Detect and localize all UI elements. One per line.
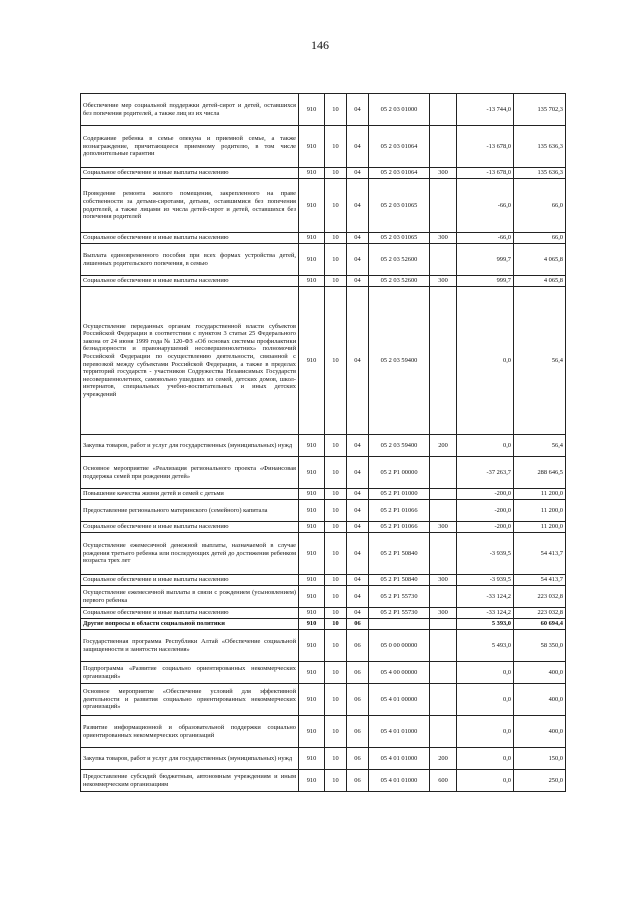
ministry-code-cell: 910 [299,179,325,233]
table-row [81,179,566,233]
expense-type-cell: 300 [430,522,457,533]
section-code-cell: 10 [325,500,347,522]
change-amount-cell: 0,0 [457,770,514,792]
ministry-code-cell: 910 [299,748,325,770]
subsection-code-cell: 04 [347,586,369,608]
target-article-cell: 05 2 P1 00000 [369,457,430,489]
ministry-code-cell: 910 [299,586,325,608]
ministry-code-cell: 910 [299,94,325,126]
expense-type-cell: 300 [430,276,457,287]
ministry-code-cell: 910 [299,126,325,168]
change-amount-cell: 5 493,0 [457,630,514,662]
subsection-code-cell: 06 [347,748,369,770]
total-amount-cell: 56,4 [514,435,566,457]
ministry-code-cell: 910 [299,662,325,684]
table-row [81,630,566,662]
total-amount-cell: 250,0 [514,770,566,792]
row-name-cell: Основное мероприятие «Обеспечение условий для эффективной деятельности и развития социально ориентированных некоммерческих организаций» [81,684,299,716]
total-amount-cell: 11 200,0 [514,489,566,500]
table-row [81,168,566,179]
section-code-cell: 10 [325,748,347,770]
row-name-cell: Государственная программа Республики Алтай «Обеспечение социальной защищенности и занятости населения» [81,630,299,662]
expense-type-cell [430,630,457,662]
ministry-code-cell: 910 [299,608,325,619]
target-article-cell: 05 2 03 52600 [369,276,430,287]
target-article-cell: 05 0 00 00000 [369,630,430,662]
subsection-code-cell: 04 [347,276,369,287]
section-code-cell: 10 [325,684,347,716]
ministry-code-cell: 910 [299,630,325,662]
expense-type-cell: 300 [430,575,457,586]
table-row [81,126,566,168]
ministry-code-cell: 910 [299,457,325,489]
target-article-cell: 05 4 01 01000 [369,716,430,748]
table-row [81,500,566,522]
table-body [81,94,566,792]
target-article-cell: 05 2 03 01000 [369,94,430,126]
target-article-cell: 05 4 01 01000 [369,748,430,770]
target-article-cell: 05 2 P1 01066 [369,500,430,522]
section-code-cell: 10 [325,608,347,619]
target-article-cell: 05 2 03 01064 [369,168,430,179]
row-name-cell: Социальное обеспечение и иные выплаты населению [81,276,299,287]
row-name-cell: Осуществление ежемесячной выплаты в связи с рождением (усыновлением) первого ребенка [81,586,299,608]
row-name-cell: Осуществление переданных органам государственной власти субъектов Российской Федерации в соответствии с пунктом 3 статьи 25 Федерального закона от 24 июня 1999 года № 120-ФЗ «Об основах системы профилактики безнадзорности и правонарушений несовершеннолетних» полномочий Российской Федерации по осуществлению деятельности, связанной с перевозкой между субъектами Российской Федерации, а также в пределах территорий государств - участников Содружества Независимых Государств несовершеннолетних, самовольно ушедших из семей, детских домов, школ-интернатов, специальных учебно-воспитательных и иных детских учреждений [81,287,299,435]
table-row [81,608,566,619]
total-amount-cell: 400,0 [514,662,566,684]
ministry-code-cell: 910 [299,489,325,500]
total-amount-cell: 223 032,8 [514,586,566,608]
section-code-cell: 10 [325,662,347,684]
section-code-cell: 10 [325,244,347,276]
target-article-cell: 05 4 01 00000 [369,684,430,716]
subsection-code-cell: 04 [347,168,369,179]
row-name-cell: Развитие информационной и образовательной поддержки социально ориентированных некоммерческих организаций [81,716,299,748]
row-name-cell: Другие вопросы в области социальной политики [81,619,299,630]
section-code-cell: 10 [325,179,347,233]
expense-type-cell [430,457,457,489]
section-code-cell: 10 [325,435,347,457]
section-code-cell: 10 [325,457,347,489]
total-amount-cell: 223 032,8 [514,608,566,619]
ministry-code-cell: 910 [299,287,325,435]
row-name-cell: Предоставление регионального материнского (семейного) капитала [81,500,299,522]
subsection-code-cell: 04 [347,500,369,522]
total-amount-cell: 66,0 [514,233,566,244]
change-amount-cell: -3 939,5 [457,575,514,586]
expense-type-cell [430,662,457,684]
expense-type-cell [430,586,457,608]
subsection-code-cell: 04 [347,533,369,575]
change-amount-cell: -13 678,0 [457,126,514,168]
row-name-cell: Закупка товаров, работ и услуг для государственных (муниципальных) нужд [81,435,299,457]
expense-type-cell: 200 [430,435,457,457]
ministry-code-cell: 910 [299,575,325,586]
expense-type-cell [430,619,457,630]
change-amount-cell: 0,0 [457,684,514,716]
section-code-cell: 10 [325,233,347,244]
target-article-cell: 05 2 03 01065 [369,233,430,244]
subsection-code-cell: 06 [347,630,369,662]
expense-type-cell [430,684,457,716]
expense-type-cell [430,126,457,168]
table-row [81,575,566,586]
table-row [81,586,566,608]
expense-type-cell [430,94,457,126]
target-article-cell: 05 2 P1 50840 [369,533,430,575]
total-amount-cell: 400,0 [514,716,566,748]
expense-type-cell [430,716,457,748]
table-row [81,94,566,126]
table-row [81,770,566,792]
expense-type-cell [430,500,457,522]
ministry-code-cell: 910 [299,500,325,522]
change-amount-cell: 999,7 [457,276,514,287]
table-row [81,662,566,684]
expense-type-cell [430,533,457,575]
section-code-cell: 10 [325,575,347,586]
target-article-cell: 05 2 P1 01000 [369,489,430,500]
ministry-code-cell: 910 [299,716,325,748]
table-row [81,276,566,287]
total-amount-cell: 400,0 [514,684,566,716]
total-amount-cell: 11 200,0 [514,500,566,522]
target-article-cell: 05 2 P1 50840 [369,575,430,586]
total-amount-cell: 135 636,3 [514,168,566,179]
target-article-cell: 05 2 P1 55730 [369,586,430,608]
expense-type-cell: 300 [430,233,457,244]
row-name-cell: Содержание ребенка в семье опекуна и приемной семье, а также вознаграждение, причитающееся приемному родителю, в том числе дополнительные гарантии [81,126,299,168]
row-name-cell: Основное мероприятие «Реализация регионального проекта «Финансовая поддержка семей при рождении детей» [81,457,299,489]
section-code-cell: 10 [325,168,347,179]
target-article-cell: 05 4 01 01000 [369,770,430,792]
row-name-cell: Закупка товаров, работ и услуг для государственных (муниципальных) нужд [81,748,299,770]
subsection-code-cell: 04 [347,575,369,586]
total-amount-cell: 11 200,0 [514,522,566,533]
table-row [81,533,566,575]
change-amount-cell: -37 263,7 [457,457,514,489]
table-row [81,619,566,630]
total-amount-cell: 288 646,5 [514,457,566,489]
change-amount-cell: 0,0 [457,662,514,684]
table-row [81,748,566,770]
total-amount-cell: 54 413,7 [514,533,566,575]
section-code-cell: 10 [325,489,347,500]
change-amount-cell: 999,7 [457,244,514,276]
subsection-code-cell: 06 [347,662,369,684]
section-code-cell: 10 [325,586,347,608]
row-name-cell: Выплата единовременного пособия при всех формах устройства детей, лишенных родительского попечения, в семью [81,244,299,276]
subsection-code-cell: 04 [347,608,369,619]
expense-type-cell: 300 [430,168,457,179]
target-article-cell: 05 4 00 00000 [369,662,430,684]
row-name-cell: Социальное обеспечение и иные выплаты населению [81,522,299,533]
total-amount-cell: 66,0 [514,179,566,233]
target-article-cell: 05 2 03 59400 [369,287,430,435]
expense-type-cell: 200 [430,748,457,770]
ministry-code-cell: 910 [299,619,325,630]
row-name-cell: Повышение качества жизни детей и семей с детьми [81,489,299,500]
total-amount-cell: 60 694,4 [514,619,566,630]
change-amount-cell: 0,0 [457,435,514,457]
expense-type-cell [430,179,457,233]
target-article-cell: 05 2 P1 55730 [369,608,430,619]
change-amount-cell: -66,0 [457,233,514,244]
ministry-code-cell: 910 [299,435,325,457]
expense-type-cell: 300 [430,608,457,619]
ministry-code-cell: 910 [299,522,325,533]
total-amount-cell: 135 702,3 [514,94,566,126]
change-amount-cell: -3 939,5 [457,533,514,575]
change-amount-cell: -13 678,0 [457,168,514,179]
change-amount-cell: 0,0 [457,287,514,435]
change-amount-cell: -200,0 [457,522,514,533]
ministry-code-cell: 910 [299,684,325,716]
target-article-cell: 05 2 03 59400 [369,435,430,457]
change-amount-cell: -200,0 [457,500,514,522]
change-amount-cell: -200,0 [457,489,514,500]
target-article-cell [369,619,430,630]
section-code-cell: 10 [325,533,347,575]
row-name-cell: Предоставление субсидий бюджетным, автономным учреждениям и иным некоммерческим организациям [81,770,299,792]
change-amount-cell: -13 744,0 [457,94,514,126]
section-code-cell: 10 [325,770,347,792]
row-name-cell: Социальное обеспечение и иные выплаты населению [81,575,299,586]
subsection-code-cell: 04 [347,94,369,126]
row-name-cell: Социальное обеспечение и иные выплаты населению [81,608,299,619]
table-row [81,287,566,435]
change-amount-cell: 5 393,0 [457,619,514,630]
section-code-cell: 10 [325,630,347,662]
total-amount-cell: 4 065,8 [514,276,566,287]
page-number: 146 [311,38,329,52]
ministry-code-cell: 910 [299,533,325,575]
subsection-code-cell: 04 [347,435,369,457]
subsection-code-cell: 04 [347,233,369,244]
table-row [81,244,566,276]
subsection-code-cell: 06 [347,684,369,716]
ministry-code-cell: 910 [299,168,325,179]
change-amount-cell: -66,0 [457,179,514,233]
change-amount-cell: 0,0 [457,716,514,748]
subsection-code-cell: 04 [347,244,369,276]
table-row [81,716,566,748]
ministry-code-cell: 910 [299,233,325,244]
total-amount-cell: 54 413,7 [514,575,566,586]
table-row [81,684,566,716]
change-amount-cell: -33 124,2 [457,586,514,608]
change-amount-cell: 0,0 [457,748,514,770]
section-code-cell: 10 [325,716,347,748]
section-code-cell: 10 [325,287,347,435]
ministry-code-cell: 910 [299,244,325,276]
subsection-code-cell: 04 [347,126,369,168]
subsection-code-cell: 06 [347,619,369,630]
expense-type-cell [430,244,457,276]
expense-type-cell [430,287,457,435]
row-name-cell: Социальное обеспечение и иные выплаты населению [81,233,299,244]
section-code-cell: 10 [325,619,347,630]
total-amount-cell: 56,4 [514,287,566,435]
table-row [81,522,566,533]
table-row [81,457,566,489]
row-name-cell: Проведение ремонта жилого помещения, закрепленного на праве собственности за детьми-сиротами, детьми, оставшимися без попечения родителей, а также лицами из числа детей-сирот и детей, оставшихся без попечения родителей [81,179,299,233]
row-name-cell: Обеспечение мер социальной поддержки детей-сирот и детей, оставшихся без попечения родителей, а также лиц из их числа [81,94,299,126]
section-code-cell: 10 [325,94,347,126]
target-article-cell: 05 2 P1 01066 [369,522,430,533]
total-amount-cell: 150,0 [514,748,566,770]
target-article-cell: 05 2 03 52600 [369,244,430,276]
subsection-code-cell: 06 [347,770,369,792]
subsection-code-cell: 06 [347,716,369,748]
ministry-code-cell: 910 [299,770,325,792]
ministry-code-cell: 910 [299,276,325,287]
section-code-cell: 10 [325,276,347,287]
target-article-cell: 05 2 03 01064 [369,126,430,168]
total-amount-cell: 4 065,8 [514,244,566,276]
table-row [81,435,566,457]
table-row [81,489,566,500]
row-name-cell: Социальное обеспечение и иные выплаты населению [81,168,299,179]
total-amount-cell: 58 350,0 [514,630,566,662]
budget-table [80,93,566,792]
subsection-code-cell: 04 [347,287,369,435]
expense-type-cell: 600 [430,770,457,792]
expense-type-cell [430,489,457,500]
subsection-code-cell: 04 [347,522,369,533]
row-name-cell: Осуществление ежемесячной денежной выплаты, назначаемой в случае рождения третьего ребенка или последующих детей до достижения ребенком возраста трех лет [81,533,299,575]
subsection-code-cell: 04 [347,489,369,500]
change-amount-cell: -33 124,2 [457,608,514,619]
section-code-cell: 10 [325,126,347,168]
subsection-code-cell: 04 [347,179,369,233]
target-article-cell: 05 2 03 01065 [369,179,430,233]
total-amount-cell: 135 636,3 [514,126,566,168]
table-row [81,233,566,244]
row-name-cell: Подпрограмма «Развитие социально ориентированных некоммерческих организаций» [81,662,299,684]
subsection-code-cell: 04 [347,457,369,489]
section-code-cell: 10 [325,522,347,533]
